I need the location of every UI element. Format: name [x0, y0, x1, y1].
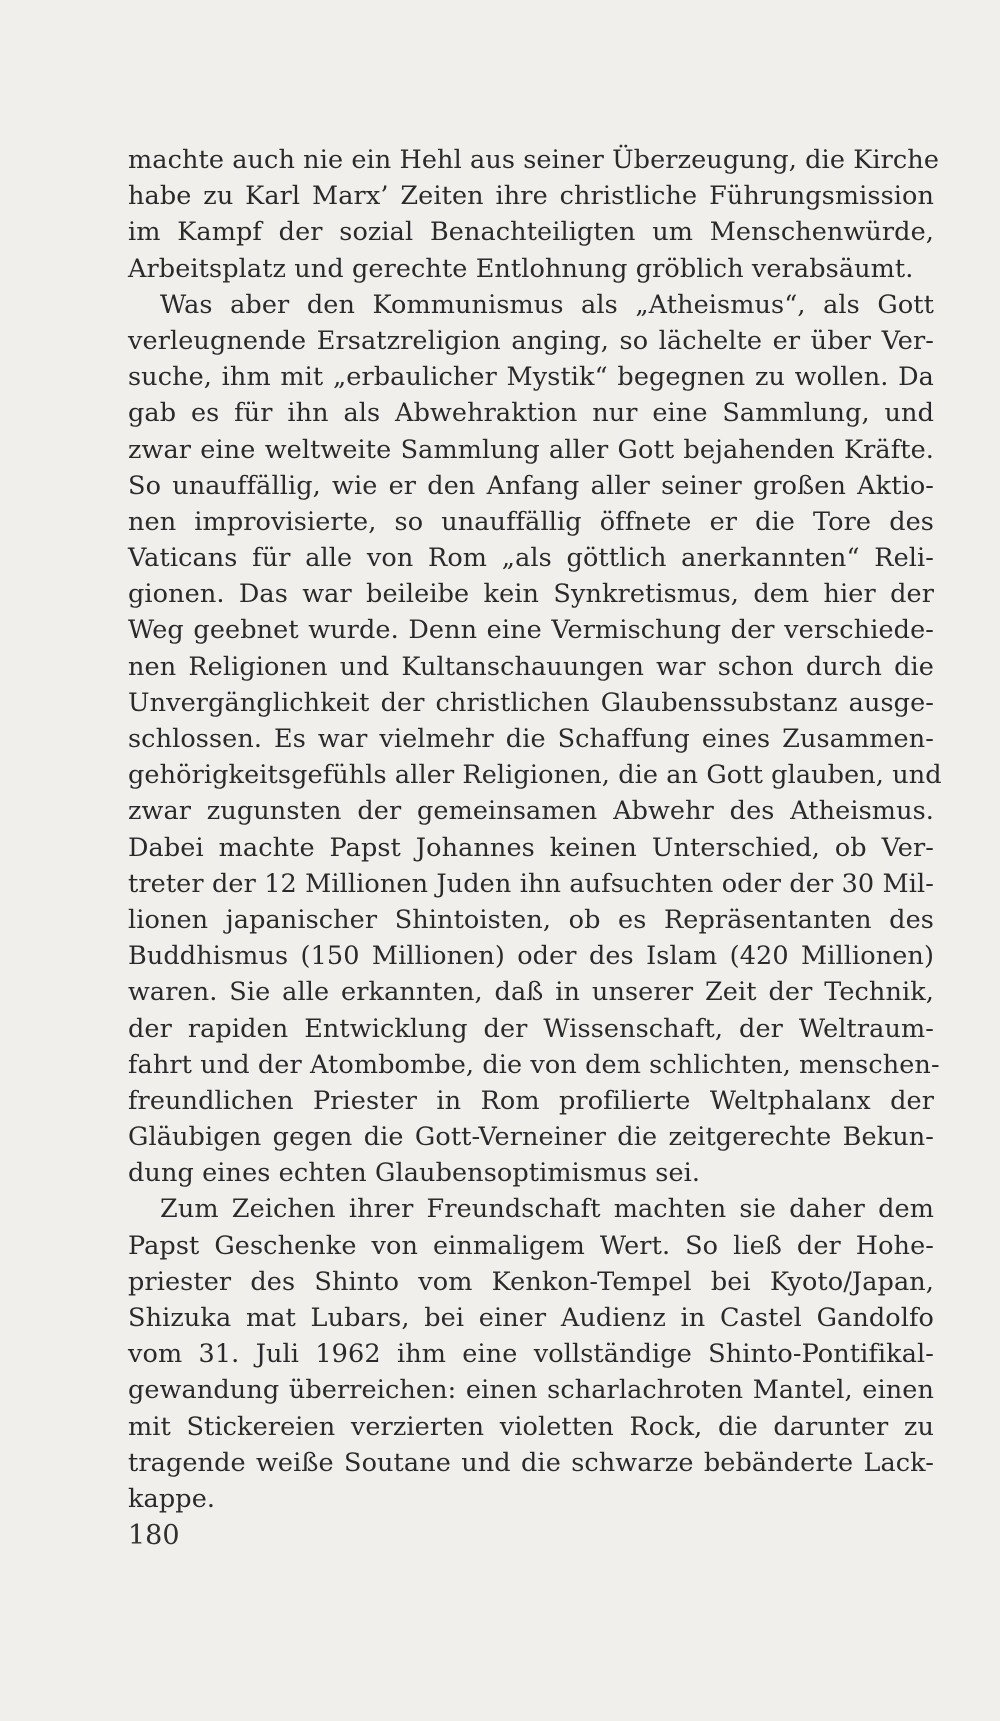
page-number: 180	[128, 1520, 180, 1551]
text-line: kappe.	[128, 1483, 216, 1514]
text-line: schlossen. Es war vielmehr die Schaffung eines Zusammen-	[128, 724, 934, 754]
text-line: im Kampf der sozial Benachteiligten um Menschenwürde,	[128, 217, 934, 248]
text-line: Buddhismus (150 Millionen) oder des Islam (420 Millionen)	[128, 941, 934, 972]
text-line: Arbeitsplatz und gerechte Entlohnung gröblich verabsäumt.	[128, 253, 914, 284]
text-line: vom 31. Juli 1962 ihm eine vollständige Shinto-Pontifikal-	[128, 1339, 934, 1370]
text-line: priester des Shinto vom Kenkon-Tempel bei Kyoto/Japan,	[128, 1266, 934, 1297]
text-line: Zum Zeichen ihrer Freundschaft machten sie daher dem	[160, 1194, 934, 1225]
text-line: habe zu Karl Marx’ Zeiten ihre christliche Führungsmission	[128, 181, 934, 212]
text-line: tragende weiße Soutane und die schwarze bebänderte Lack-	[128, 1447, 934, 1478]
text-line: Weg geebnet wurde. Denn eine Vermischung der verschiede-	[128, 615, 934, 646]
text-line: dung eines echten Glaubensoptimismus sei.	[128, 1158, 701, 1189]
text-line: gionen. Das war beileibe kein Synkretismus, dem hier der	[128, 579, 934, 610]
text-line: zwar zugunsten der gemeinsamen Abwehr des Atheismus.	[128, 796, 934, 827]
text-line: nen Religionen und Kultanschauungen war schon durch die	[128, 651, 934, 682]
text-line: gehörigkeitsgefühls aller Religionen, die an Gott glauben, und	[128, 760, 942, 791]
text-line: gab es für ihn als Abwehraktion nur eine Sammlung, und	[128, 398, 934, 429]
text-line: Gläubigen gegen die Gott-Verneiner die zeitgerechte Bekun-	[128, 1122, 934, 1153]
text-line: Vaticans für alle von Rom „als göttlich anerkannten“ Reli-	[128, 543, 934, 574]
text-line: Shizuka mat Lubars, bei einer Audienz in Castel Gandolfo	[128, 1303, 934, 1333]
text-line: Unvergänglichkeit der christlichen Glaubenssubstanz ausge-	[128, 687, 934, 718]
text-line: waren. Sie alle erkannten, daß in unserer Zeit der Technik,	[128, 977, 934, 1008]
text-line: gewandung überreichen: einen scharlachroten Mantel, einen	[128, 1375, 934, 1406]
text-line: treter der 12 Millionen Juden ihn aufsuchten oder der 30 Mil-	[128, 868, 934, 899]
text-line: fahrt und der Atombombe, die von dem schlichten, menschen-	[128, 1049, 940, 1080]
text-line: mit Stickereien verzierten violetten Rock, die darunter zu	[128, 1411, 934, 1442]
text-line: Papst Geschenke von einmaligem Wert. So ließ der Hohe-	[128, 1230, 934, 1261]
body-text	[128, 142, 942, 1517]
text-line: freundlichen Priester in Rom profilierte Weltphalanx der	[128, 1085, 934, 1116]
text-line: suche, ihm mit „erbaulicher Mystik“ begegnen zu wollen. Da	[128, 362, 934, 393]
text-line: der rapiden Entwicklung der Wissenschaft, der Weltraum-	[128, 1013, 934, 1044]
text-line: lionen japanischer Shintoisten, ob es Repräsentanten des	[128, 904, 934, 935]
text-line: Was aber den Kommunismus als „Atheismus“, als Gott	[160, 289, 934, 320]
text-line: Dabei machte Papst Johannes keinen Unterschied, ob Ver-	[128, 832, 934, 863]
text-line: So unauffällig, wie er den Anfang aller seiner großen Aktio-	[128, 470, 934, 501]
text-line: zwar eine weltweite Sammlung aller Gott bejahenden Kräfte.	[128, 434, 934, 465]
text-line: nen improvisierte, so unauffällig öffnete er die Tore des	[128, 506, 934, 537]
text-line: verleugnende Ersatzreligion anging, so lächelte er über Ver-	[128, 325, 934, 356]
text-line: machte auch nie ein Hehl aus seiner Überzeugung, die Kirche	[128, 145, 940, 175]
